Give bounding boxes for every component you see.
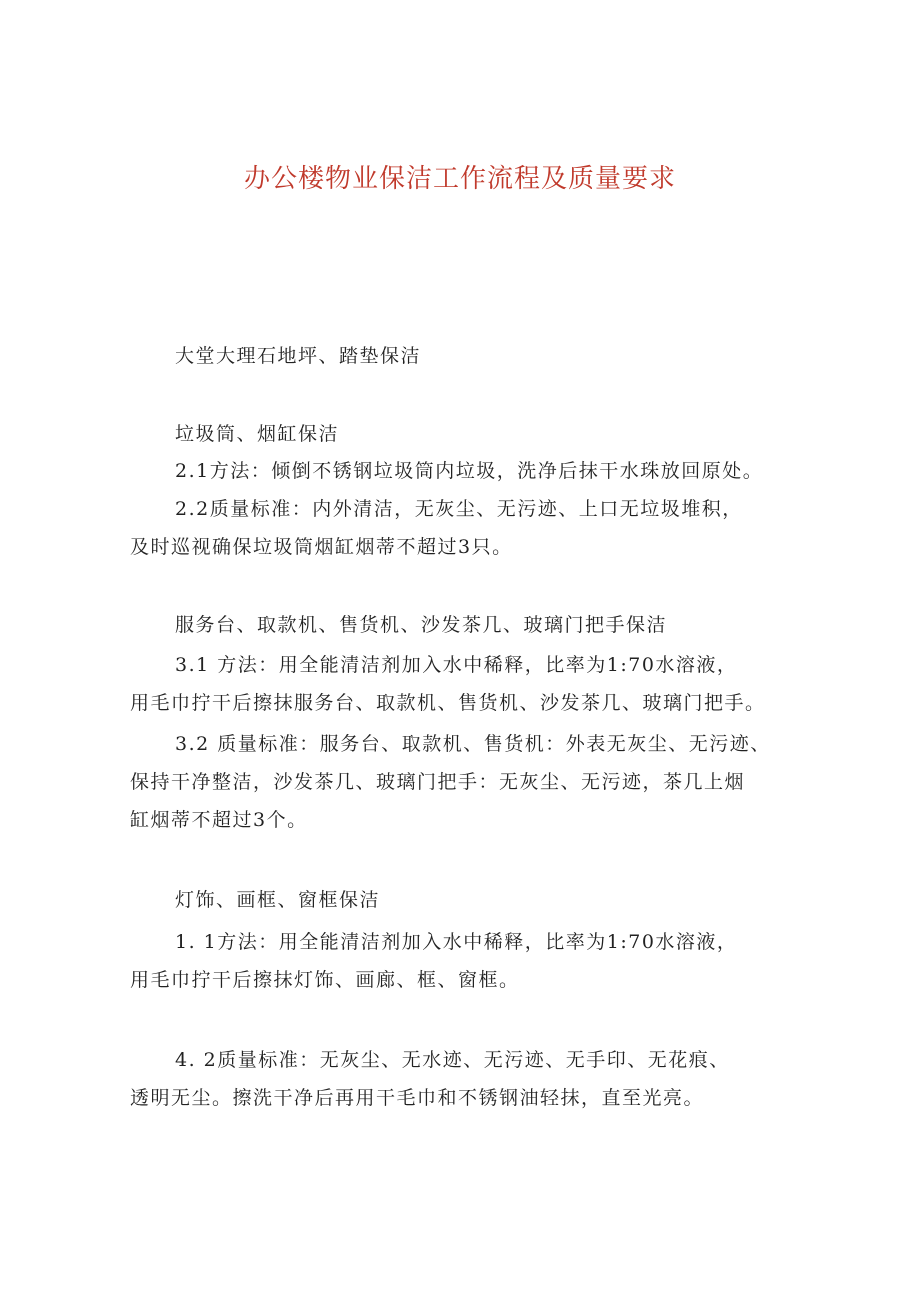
paragraph-line: 保持干净整洁，沙发茶几、玻璃门把手：无灰尘、无污迹，茶几上烟: [130, 771, 746, 793]
section-heading-trash-bins: 垃圾筒、烟缸保洁: [175, 423, 340, 445]
section-heading-service-desk: 服务台、取款机、售货机、沙发茶几、玻璃门把手保洁: [175, 614, 668, 636]
section-heading-lamps-frames: 灯饰、画框、窗框保洁: [175, 889, 381, 911]
paragraph-line: 缸烟蒂不超过3个。: [130, 809, 308, 831]
paragraph-line: 2.2质量标准：内外清洁，无灰尘、无污迹、上口无垃圾堆积，: [175, 498, 743, 520]
document-title: 办公楼物业保洁工作流程及质量要求: [243, 164, 676, 194]
paragraph-line: 及时巡视确保垃圾筒烟缸烟蒂不超过3只。: [130, 536, 513, 558]
paragraph-line: 3.1 方法：用全能清洁剂加入水中稀释，比率为1:70水溶液，: [175, 654, 738, 676]
section-heading-lobby-floor: 大堂大理石地坪、踏垫保洁: [175, 345, 422, 367]
paragraph-line: 2.1方法：倾倒不锈钢垃圾筒内垃圾，洗净后抹干水珠放回原处。: [175, 460, 764, 482]
paragraph-line: 1. 1方法：用全能清洁剂加入水中稀释，比率为1:70水溶液，: [175, 931, 738, 953]
paragraph-line: 用毛巾拧干后擦抹服务台、取款机、售货机、沙发茶几、玻璃门把手。: [130, 692, 766, 714]
paragraph-line: 3.2 质量标准：服务台、取款机、售货机：外表无灰尘、无污迹、: [175, 733, 771, 755]
paragraph-line: 透明无尘。擦洗干净后再用干毛巾和不锈钢油轻抹，直至光亮。: [130, 1087, 705, 1109]
paragraph-line: 4. 2质量标准：无灰尘、无水迹、无污迹、无手印、无花痕、: [175, 1049, 730, 1071]
paragraph-line: 用毛巾拧干后擦抹灯饰、画廊、框、窗框。: [130, 969, 520, 991]
